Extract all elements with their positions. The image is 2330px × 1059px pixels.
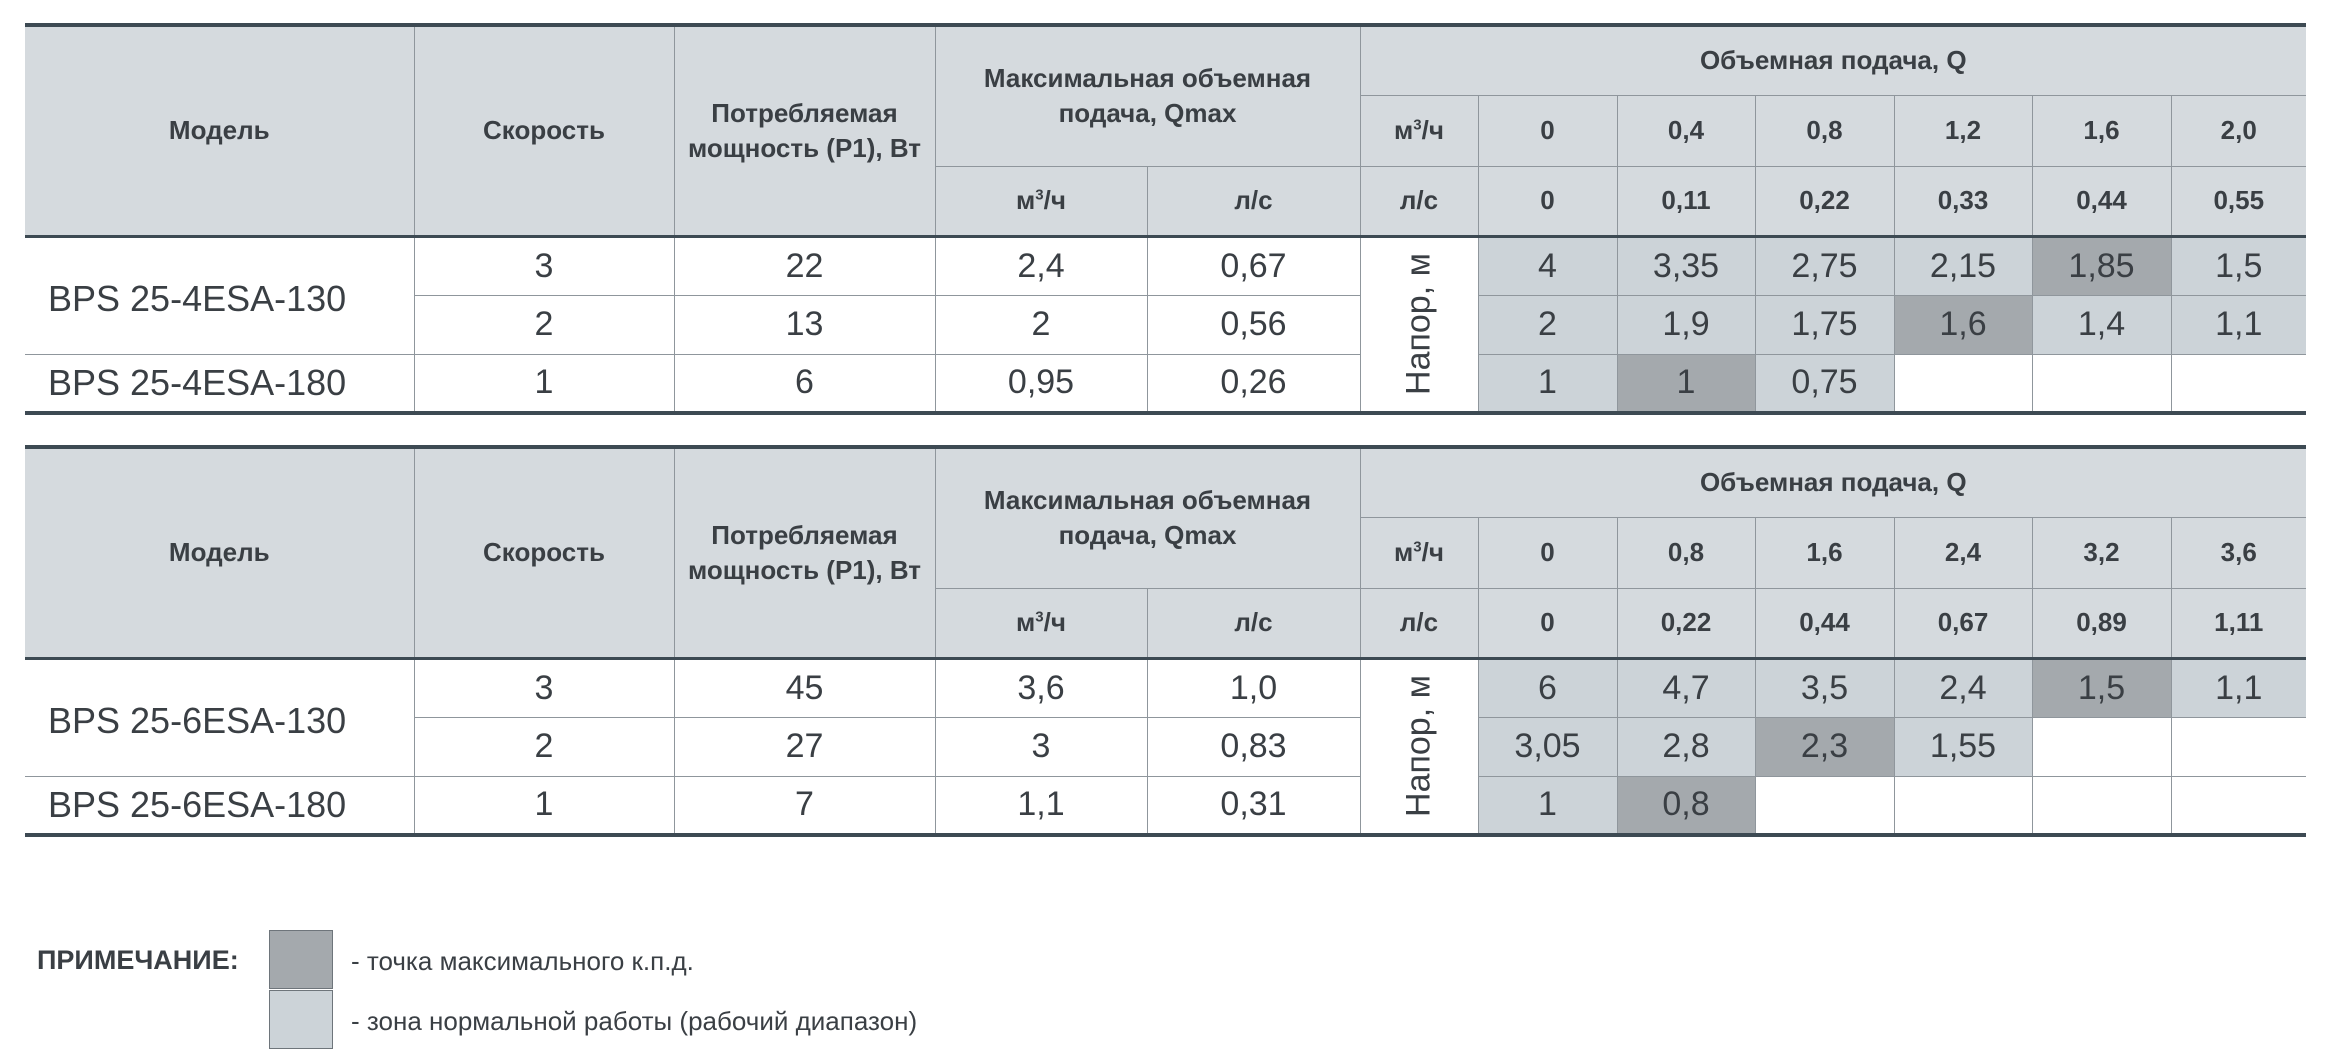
- head-label: Напор, м: [1399, 675, 1438, 818]
- qmax-ls-cell: 0,67: [1147, 236, 1360, 295]
- max-efficiency-swatch: [269, 930, 333, 989]
- head-cell: 1,4: [2032, 295, 2171, 354]
- qmax-m3h-cell: 0,95: [935, 354, 1147, 413]
- power-cell: 27: [674, 717, 935, 776]
- flow-m3h-value: 0: [1478, 517, 1617, 588]
- head-cell: 2: [1478, 295, 1617, 354]
- flow-m3h-value: 1,6: [1755, 517, 1894, 588]
- head-cell: [2171, 717, 2306, 776]
- qmax-m3h-cell: 2,4: [935, 236, 1147, 295]
- head-cell: 1,5: [2032, 658, 2171, 717]
- power-cell: 7: [674, 776, 935, 835]
- qmax-unit-ls: л/с: [1147, 588, 1360, 658]
- head-cell: 2,4: [1894, 658, 2032, 717]
- head-cell: [2032, 717, 2171, 776]
- head-cell: 4,7: [1617, 658, 1755, 717]
- head-cell: 2,8: [1617, 717, 1755, 776]
- flow-m3h-value: 0: [1478, 95, 1617, 166]
- head-cell: 1,75: [1755, 295, 1894, 354]
- qmax-ls-cell: 0,83: [1147, 717, 1360, 776]
- head-cell: 6: [1478, 658, 1617, 717]
- head-cell: [2032, 354, 2171, 413]
- note-label: ПРИМЕЧАНИЕ:: [37, 945, 239, 975]
- normal-zone-legend: - зона нормальной работы (рабочий диапазон): [351, 1006, 918, 1036]
- flow-ls-value: 0: [1478, 166, 1617, 236]
- header-model: Модель: [25, 447, 414, 658]
- speed-cell: 2: [414, 717, 674, 776]
- flow-m3h-value: 3,6: [2171, 517, 2306, 588]
- header-speed: Скорость: [414, 25, 674, 236]
- head-cell: [1894, 354, 2032, 413]
- speed-cell: 1: [414, 354, 674, 413]
- qmax-unit-m3h: $м^3/ч$: [935, 588, 1147, 658]
- head-cell: 1,1: [2171, 658, 2306, 717]
- qmax-m3h-cell: 1,1: [935, 776, 1147, 835]
- head-cell: 0,75: [1755, 354, 1894, 413]
- head-cell: 4: [1478, 236, 1617, 295]
- flow-ls-value: 1,11: [2171, 588, 2306, 658]
- head-label: Напор, м: [1399, 253, 1438, 396]
- flow-m3h-value: 0,8: [1617, 517, 1755, 588]
- header-qmax: Максимальная объемная подача, Qmax: [935, 25, 1360, 166]
- qmax-ls-cell: 0,26: [1147, 354, 1360, 413]
- head-axis-label: [1360, 236, 1478, 413]
- head-cell: 1,85: [2032, 236, 2171, 295]
- speed-cell: 3: [414, 658, 674, 717]
- header-model: Модель: [25, 25, 414, 236]
- header-qmax: Максимальная объемная подача, Qmax: [935, 447, 1360, 588]
- qmax-ls-cell: 0,56: [1147, 295, 1360, 354]
- model-name: BPS 25-6ESA-180: [25, 776, 414, 835]
- flow-m3h-value: 1,6: [2032, 95, 2171, 166]
- head-cell: 1,5: [2171, 236, 2306, 295]
- flow-ls-value: 0,22: [1755, 166, 1894, 236]
- qmax-m3h-cell: 2: [935, 295, 1147, 354]
- head-cell: 1: [1478, 354, 1617, 413]
- header-flow: Объемная подача, Q: [1360, 447, 2306, 517]
- head-cell: [1755, 776, 1894, 835]
- table-row: [25, 776, 2306, 835]
- flow-ls-value: 0,89: [2032, 588, 2171, 658]
- qmax-unit-m3h: $м^3/ч$: [935, 166, 1147, 236]
- head-cell: 3,35: [1617, 236, 1755, 295]
- flow-m3h-value: 3,2: [2032, 517, 2171, 588]
- head-cell: 0,8: [1617, 776, 1755, 835]
- speed-cell: 2: [414, 295, 674, 354]
- unit-m3h: $м^3/ч$: [1360, 95, 1478, 166]
- flow-ls-value: 0,11: [1617, 166, 1755, 236]
- flow-m3h-value: 1,2: [1894, 95, 2032, 166]
- flow-ls-value: 0,67: [1894, 588, 2032, 658]
- power-cell: 6: [674, 354, 935, 413]
- flow-m3h-value: 0,4: [1617, 95, 1755, 166]
- normal-zone-swatch: [269, 990, 333, 1049]
- flow-m3h-value: 2,0: [2171, 95, 2306, 166]
- unit-m3h: $м^3/ч$: [1360, 517, 1478, 588]
- unit-ls: л/с: [1360, 166, 1478, 236]
- pump-spec-table-2: [25, 445, 2306, 837]
- header-flow: Объемная подача, Q: [1360, 25, 2306, 95]
- head-cell: 2,15: [1894, 236, 2032, 295]
- model-name: BPS 25-4ESA-130: [25, 236, 414, 354]
- head-cell: [2032, 776, 2171, 835]
- table-row: [25, 658, 2306, 717]
- head-cell: 1,9: [1617, 295, 1755, 354]
- qmax-m3h-cell: 3,6: [935, 658, 1147, 717]
- head-cell: 3,05: [1478, 717, 1617, 776]
- flow-ls-value: 0: [1478, 588, 1617, 658]
- flow-m3h-value: 0,8: [1755, 95, 1894, 166]
- flow-ls-value: 0,44: [2032, 166, 2171, 236]
- head-cell: 2,3: [1755, 717, 1894, 776]
- qmax-ls-cell: 1,0: [1147, 658, 1360, 717]
- qmax-m3h-cell: 3: [935, 717, 1147, 776]
- flow-ls-value: 0,55: [2171, 166, 2306, 236]
- speed-cell: 3: [414, 236, 674, 295]
- power-cell: 22: [674, 236, 935, 295]
- head-cell: [2171, 776, 2306, 835]
- table-row: [25, 354, 2306, 413]
- power-cell: 45: [674, 658, 935, 717]
- pump-spec-table-1: [25, 23, 2306, 415]
- speed-cell: 1: [414, 776, 674, 835]
- head-cell: 1: [1478, 776, 1617, 835]
- flow-m3h-value: 2,4: [1894, 517, 2032, 588]
- head-axis-label: [1360, 658, 1478, 835]
- head-cell: 1,55: [1894, 717, 2032, 776]
- header-power: Потребляемая мощность (P1), Вт: [674, 25, 935, 236]
- model-name: BPS 25-4ESA-180: [25, 354, 414, 413]
- table-row: [25, 236, 2306, 295]
- qmax-unit-ls: л/с: [1147, 166, 1360, 236]
- header-speed: Скорость: [414, 447, 674, 658]
- max-efficiency-legend: - точка максимального к.п.д.: [351, 946, 694, 976]
- head-cell: [2171, 354, 2306, 413]
- head-cell: 1,6: [1894, 295, 2032, 354]
- model-name: BPS 25-6ESA-130: [25, 658, 414, 776]
- flow-ls-value: 0,33: [1894, 166, 2032, 236]
- flow-ls-value: 0,44: [1755, 588, 1894, 658]
- head-cell: [1894, 776, 2032, 835]
- qmax-ls-cell: 0,31: [1147, 776, 1360, 835]
- head-cell: 2,75: [1755, 236, 1894, 295]
- header-power: Потребляемая мощность (P1), Вт: [674, 447, 935, 658]
- head-cell: 1: [1617, 354, 1755, 413]
- unit-ls: л/с: [1360, 588, 1478, 658]
- head-cell: 3,5: [1755, 658, 1894, 717]
- power-cell: 13: [674, 295, 935, 354]
- flow-ls-value: 0,22: [1617, 588, 1755, 658]
- head-cell: 1,1: [2171, 295, 2306, 354]
